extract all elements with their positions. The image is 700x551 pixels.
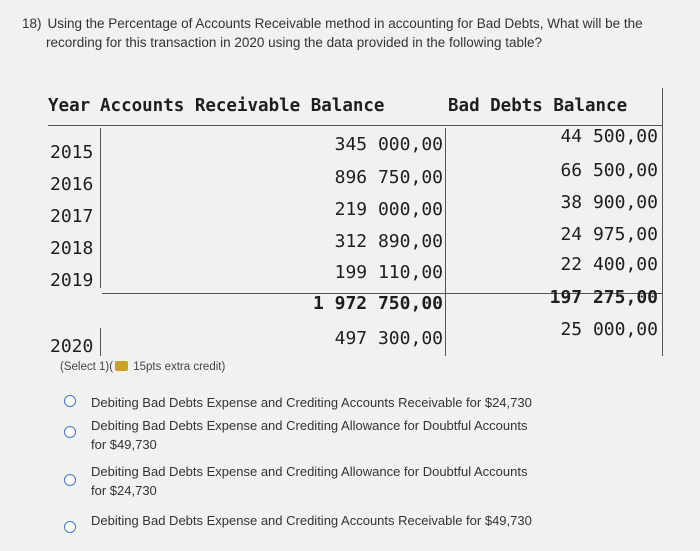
total-ar-value: 1 972 750,00 <box>312 293 443 314</box>
row-bd-value: 24 975,00 <box>560 224 658 245</box>
total-bd-value: 197 275,00 <box>549 287 658 308</box>
question-number: 18) <box>22 16 42 31</box>
row-year: 2018 <box>50 238 94 259</box>
row-bd-value: 44 500,00 <box>560 126 658 147</box>
award-badge-icon <box>115 361 128 371</box>
question-line-1: Using the Percentage of Accounts Receivable method in accounting for Bad Debts, What will be the <box>47 16 643 31</box>
radio-button-icon[interactable] <box>64 474 76 486</box>
select-note-prefix: (Select 1)( <box>60 361 114 373</box>
right-border <box>662 88 663 356</box>
row-ar-value: 312 890,00 <box>334 231 443 252</box>
row-year: 2015 <box>50 142 94 163</box>
option-text: Debiting Bad Debts Expense and Crediting Accounts Receivable for $49,730 <box>91 513 532 528</box>
radio-button-icon[interactable] <box>64 395 76 407</box>
option-text: Debiting Bad Debts Expense and Crediting Allowance for Doubtful Accounts <box>91 464 528 479</box>
option-text: Debiting Bad Debts Expense and Crediting Accounts Receivable for $24,730 <box>91 395 532 410</box>
row-year: 2016 <box>50 174 94 195</box>
select-note <box>60 361 225 373</box>
option-text: Debiting Bad Debts Expense and Crediting Allowance for Doubtful Accounts <box>91 418 528 433</box>
row-bd-value: 38 900,00 <box>560 192 658 213</box>
question-text <box>22 14 662 52</box>
row-ar-value: 896 750,00 <box>334 167 443 188</box>
header-accounts-receivable: Accounts Receivable Balance <box>100 96 385 116</box>
current-year: 2020 <box>50 336 94 357</box>
question-line-2: recording for this transaction in 2020 using the data provided in the following table? <box>46 35 543 50</box>
option-text-line-2: for $49,730 <box>91 437 157 452</box>
row-ar-value: 219 000,00 <box>334 199 443 220</box>
header-year: Year <box>48 96 91 116</box>
column-divider <box>445 128 446 356</box>
year-divider-2020 <box>100 328 101 356</box>
select-note-suffix: 15pts extra credit) <box>133 361 226 373</box>
year-divider <box>100 128 101 288</box>
row-year: 2019 <box>50 270 94 291</box>
row-bd-value: 22 400,00 <box>560 254 658 275</box>
row-ar-value: 199 110,00 <box>334 262 443 283</box>
row-ar-value: 345 000,00 <box>334 134 443 155</box>
current-bd-value: 25 000,00 <box>560 319 658 340</box>
radio-button-icon[interactable] <box>64 521 76 533</box>
row-year: 2017 <box>50 206 94 227</box>
header-bad-debts: Bad Debts Balance <box>448 96 628 116</box>
current-ar-value: 497 300,00 <box>334 328 443 349</box>
row-bd-value: 66 500,00 <box>560 160 658 181</box>
radio-button-icon[interactable] <box>64 426 76 438</box>
option-text-line-2: for $24,730 <box>91 483 157 498</box>
